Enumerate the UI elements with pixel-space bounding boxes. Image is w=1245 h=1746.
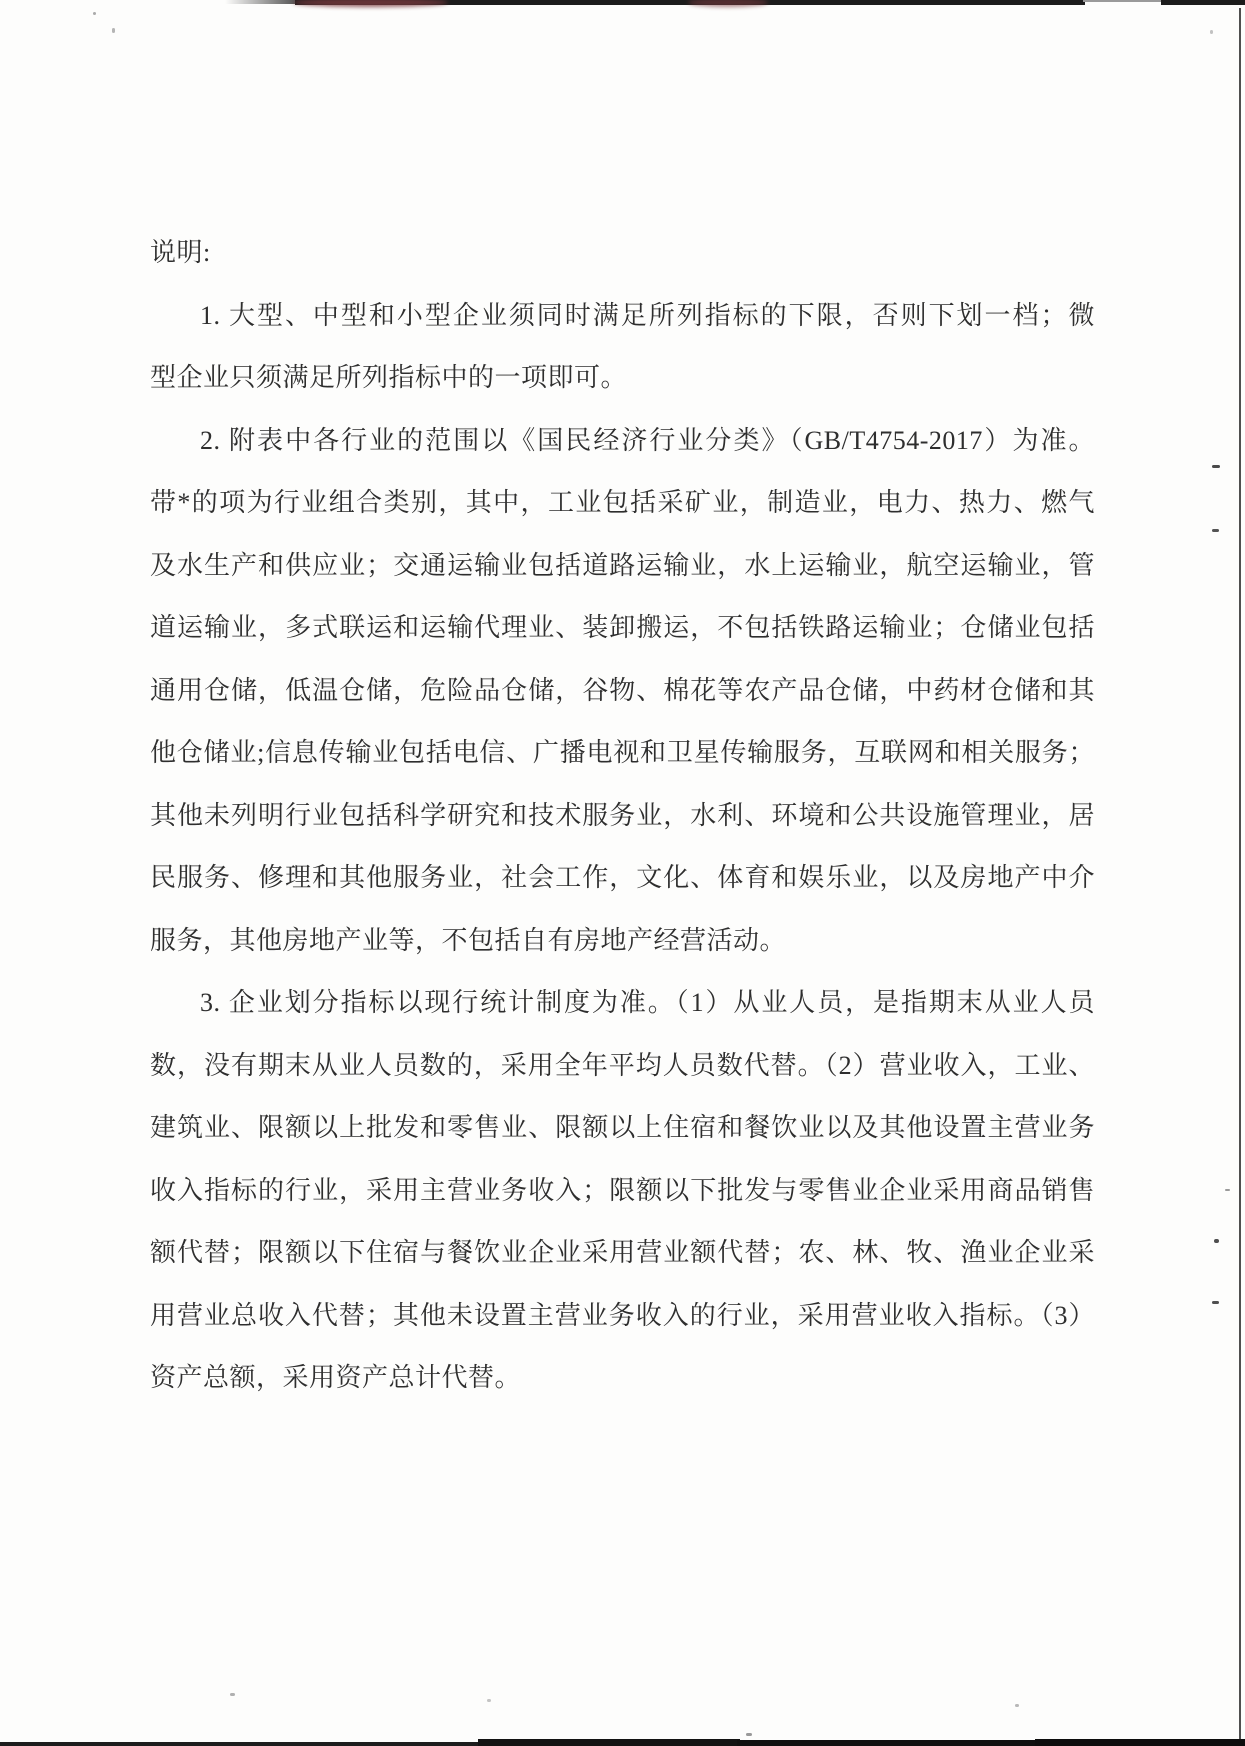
text-line-12: 服务，其他房地产业等，不包括自有房地产经营活动。 [150,925,787,955]
red-ink-smudge [293,0,448,7]
document-text [150,222,1095,1410]
scan-speck [487,1699,491,1702]
text-line-16: 收入指标的行业，采用主营业务收入；限额以下批发与零售业企业采用商品销售 [150,1175,1095,1205]
text-line-9: 他仓储业;信息传输业包括电信、广播电视和卫星传输服务，互联网和相关服务； [150,738,1095,767]
top-edge-scan-band [0,0,1245,12]
scan-speck [1212,1301,1219,1304]
scan-band-segment [737,1740,1037,1746]
text-line-8: 通用仓储，低温仓储，危险品仓储，谷物、棉花等农产品仓储，中药材仓储和其 [150,675,1095,705]
scan-band-segment [1035,1739,1245,1746]
scan-speck [1210,30,1213,34]
scan-band-segment [478,1739,740,1746]
scan-band-segment [1161,0,1245,5]
scan-band-segment [0,1742,480,1746]
scan-speck [230,1693,235,1696]
text-line-15: 建筑业、限额以上批发和零售业、限额以上住宿和餐饮业以及其他设置主营业务 [150,1113,1095,1142]
scan-band-fade [225,0,300,4]
text-line-11: 民服务、修理和其他服务业，社会工作，文化、体育和娱乐业，以及房地产中介 [150,863,1095,892]
right-edge-scan-line [1239,8,1241,1740]
text-line-6: 及水生产和供应业；交通运输业包括道路运输业，水上运输业，航空运输业，管 [150,550,1095,580]
text-line-10: 其他未列明行业包括科学研究和技术服务业，水利、环境和公共设施管理业，居 [150,800,1095,830]
scan-band-gap [1083,0,1163,2]
scan-speck [1214,1239,1219,1243]
text-line-19: 资产总额，采用资产总计代替。 [150,1363,522,1392]
text-line-13: 3. 企业划分指标以现行统计制度为准。（1）从业人员，是指期末从业人员 [200,988,1095,1017]
text-line-17: 额代替；限额以下住宿与餐饮业企业采用营业额代替；农、林、牧、渔业企业采 [150,1238,1095,1267]
scan-speck [93,12,96,15]
text-line-5: 带*的项为行业组合类别，其中，工业包括采矿业，制造业，电力、热力、燃气 [150,488,1095,517]
text-line-7: 道运输业，多式联运和运输代理业、装卸搬运，不包括铁路运输业；仓储业包括 [150,613,1095,642]
red-ink-smudge [688,0,768,7]
scan-speck [1212,465,1220,468]
scan-speck [1225,1189,1230,1191]
text-line-14: 数，没有期末从业人员数的，采用全年平均人员数代替。（2）营业收入，工业、 [150,1050,1095,1080]
text-line-1: 说明: [150,238,211,267]
text-line-2: 1. 大型、中型和小型企业须同时满足所列指标的下限，否则下划一档；微 [200,300,1095,330]
text-line-3: 型企业只须满足所列指标中的一项即可。 [150,363,628,392]
scan-speck [746,1733,752,1736]
text-line-4: 2. 附表中各行业的范围以《国民经济行业分类》（GB/T4754-2017）为准。 [200,425,1095,455]
scan-speck [112,28,115,33]
scan-speck [1212,529,1219,532]
text-line-18: 用营业总收入代替；其他未设置主营业务收入的行业，采用营业收入指标。（3） [150,1300,1095,1330]
scan-speck [1015,1704,1019,1707]
bottom-edge-scan-band [0,1738,1245,1746]
